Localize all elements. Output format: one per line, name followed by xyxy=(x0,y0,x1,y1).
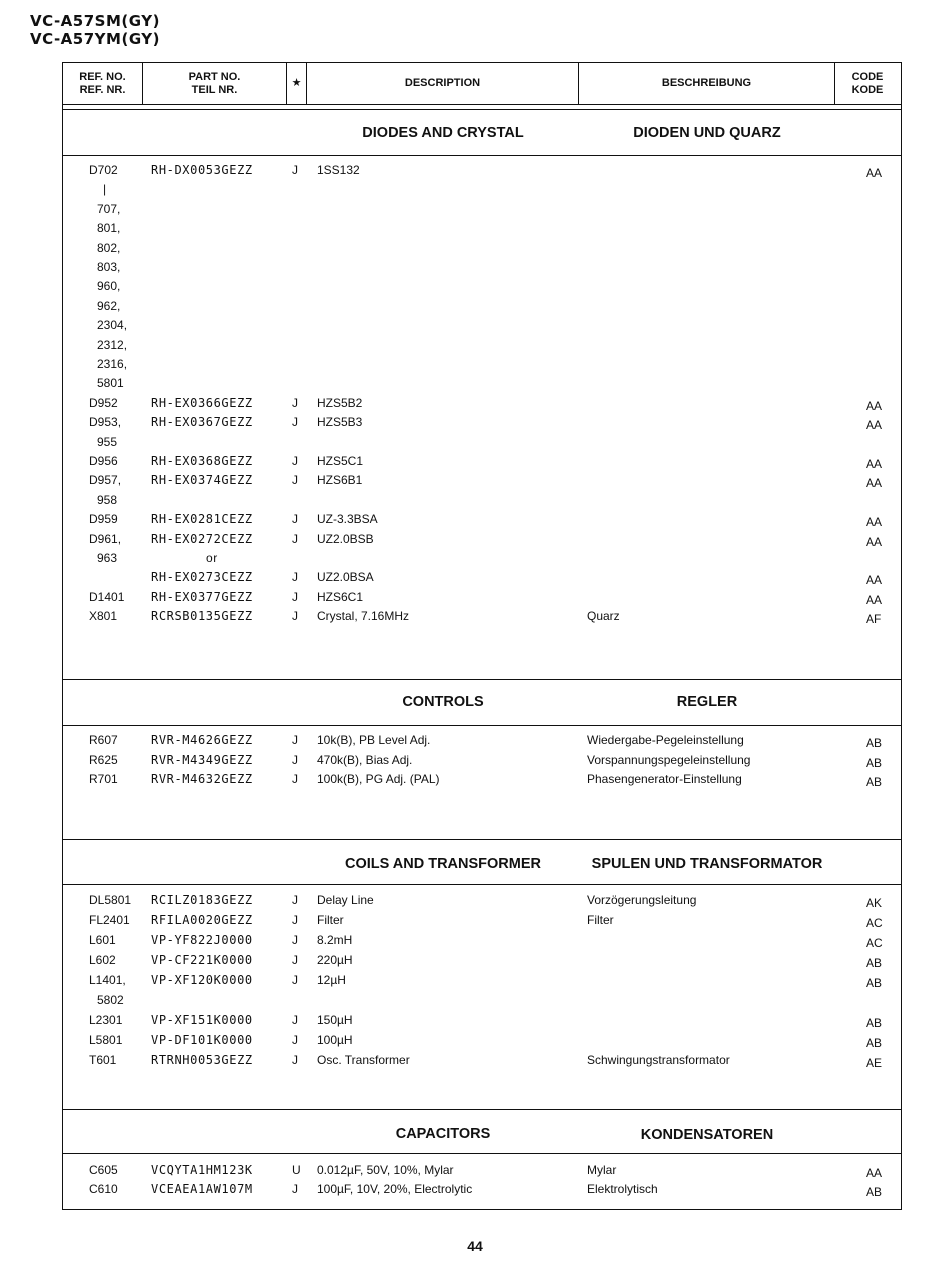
kode-label: KODE xyxy=(851,83,884,96)
row-beschreibung: Mylar xyxy=(587,1163,617,1177)
section-divider xyxy=(63,1153,901,1154)
row-ref: L601 xyxy=(89,933,116,947)
row-ref: L602 xyxy=(89,953,116,967)
row-description: Filter xyxy=(317,913,344,927)
row-code: AB xyxy=(866,736,883,750)
row-part-no: RVR-M4349GEZZ xyxy=(151,752,253,767)
row-mark: J xyxy=(292,913,298,927)
row-part-no: VCEAEA1AW107M xyxy=(151,1181,253,1196)
row-code: AB xyxy=(866,775,883,789)
table-row xyxy=(63,454,901,473)
row-ref: R701 xyxy=(89,772,118,786)
parts-table xyxy=(62,62,902,1210)
table-row xyxy=(63,279,901,298)
row-description: 150µH xyxy=(317,1013,353,1027)
row-ref: 955 xyxy=(97,434,118,449)
table-row xyxy=(63,221,901,240)
table-row xyxy=(63,396,901,415)
section-divider xyxy=(63,155,901,156)
section-title-regler: REGLER xyxy=(676,694,738,710)
table-row xyxy=(63,913,901,932)
table-row xyxy=(63,182,901,201)
table-row xyxy=(63,753,901,772)
table-row xyxy=(63,241,901,260)
code-header xyxy=(835,63,900,104)
row-ref: 5802 xyxy=(97,993,124,1007)
part-no-header xyxy=(143,63,287,104)
page-number: 44 xyxy=(467,1238,483,1254)
row-mark: J xyxy=(292,531,298,546)
row-beschreibung: Quarz xyxy=(587,609,620,624)
ref-no-label: REF. NO. xyxy=(79,70,126,83)
row-ref: L5801 xyxy=(89,1033,123,1047)
row-ref: 2316, xyxy=(97,357,128,371)
row-description: HZS6B1 xyxy=(317,473,363,488)
table-row xyxy=(63,893,901,912)
row-ref: 707, xyxy=(97,201,121,216)
row-part-no: RH-EX0272CEZZ xyxy=(151,531,253,546)
row-beschreibung: Elektrolytisch xyxy=(587,1181,658,1196)
row-ref: DL5801 xyxy=(89,893,132,907)
row-ref: C610 xyxy=(89,1181,118,1196)
row-ref: R607 xyxy=(89,733,118,747)
table-row xyxy=(63,260,901,279)
table-row xyxy=(63,590,901,609)
table-row xyxy=(63,415,901,434)
table-row xyxy=(63,376,901,395)
row-mark: J xyxy=(292,473,298,488)
row-ref: D702 xyxy=(89,163,118,177)
row-part-no: VCQYTA1HM123K xyxy=(151,1163,253,1177)
table-row xyxy=(63,532,901,551)
row-mark: J xyxy=(292,1181,298,1196)
section-divider xyxy=(63,725,901,726)
row-description: HZS5B3 xyxy=(317,415,363,430)
row-part-no: RH-EX0368GEZZ xyxy=(151,454,253,468)
row-description: 100µF, 10V, 20%, Electrolytic xyxy=(317,1181,473,1196)
row-mark: J xyxy=(292,1033,298,1047)
row-code: AA xyxy=(866,534,883,549)
row-ref: 5801 xyxy=(97,376,124,391)
row-ref: 801, xyxy=(97,221,121,236)
table-row xyxy=(63,202,901,221)
row-part-no: RCILZ0183GEZZ xyxy=(151,893,253,907)
section-title-diodes: DIODES AND CRYSTAL xyxy=(362,125,524,141)
table-row xyxy=(63,338,901,357)
row-part-no: RH-EX0273CEZZ xyxy=(151,570,253,585)
beschreibung-label: BESCHREIBUNG xyxy=(661,77,752,89)
row-beschreibung: Wiedergabe-Pegeleinstellung xyxy=(587,733,744,747)
row-beschreibung: Vorspannungspegeleinstellung xyxy=(587,752,751,767)
table-row xyxy=(63,1053,901,1072)
row-ref: 962, xyxy=(97,298,121,313)
table-row xyxy=(63,772,901,791)
part-no-label: PART NO. xyxy=(188,70,241,83)
row-ref: L1401, xyxy=(89,973,126,987)
table-row xyxy=(63,493,901,512)
row-mark: J xyxy=(292,953,298,967)
row-mark: J xyxy=(292,570,298,585)
row-description: 100k(B), PG Adj. (PAL) xyxy=(317,772,440,786)
row-code: AA xyxy=(866,515,883,530)
model-line-1: VC-A57SM(GY) xyxy=(30,12,160,30)
description-label: DESCRIPTION xyxy=(404,77,481,89)
row-description: 220µH xyxy=(317,953,353,967)
row-part-no: RH-EX0281CEZZ xyxy=(151,512,253,527)
section-divider xyxy=(63,1109,901,1110)
row-description: 100µH xyxy=(317,1033,353,1047)
row-part-no: RCRSB0135GEZZ xyxy=(151,609,253,624)
row-description: Crystal, 7.16MHz xyxy=(317,609,410,624)
row-part-no: RH-EX0377GEZZ xyxy=(151,589,253,604)
row-code: AC xyxy=(866,936,883,950)
row-code: AE xyxy=(866,1056,883,1070)
row-part-no: or xyxy=(206,551,218,565)
row-code: AA xyxy=(866,592,883,607)
row-code: AB xyxy=(866,976,883,990)
table-row xyxy=(63,551,901,570)
ref-no-header xyxy=(63,63,143,104)
section-divider xyxy=(63,679,901,680)
row-mark: J xyxy=(292,893,298,907)
code-label: CODE xyxy=(851,70,884,83)
row-code: AA xyxy=(866,457,883,471)
row-part-no: RFILA0020GEZZ xyxy=(151,913,253,927)
row-mark: J xyxy=(292,163,298,177)
table-row xyxy=(63,609,901,628)
table-row xyxy=(63,1182,901,1201)
row-part-no: RH-EX0374GEZZ xyxy=(151,473,253,488)
table-row xyxy=(63,973,901,992)
row-code: AA xyxy=(866,1166,883,1180)
section-title-coils: COILS AND TRANSFORMER xyxy=(344,856,541,872)
row-ref: | xyxy=(103,182,107,197)
row-code: AA xyxy=(866,573,883,588)
row-mark: J xyxy=(292,933,298,947)
row-code: AA xyxy=(866,166,883,180)
row-code: AC xyxy=(866,916,883,930)
row-beschreibung: Phasengenerator-Einstellung xyxy=(587,772,742,786)
row-ref: D959 xyxy=(89,512,118,527)
table-row xyxy=(63,733,901,752)
row-mark: J xyxy=(292,752,298,767)
row-ref: D953, xyxy=(89,415,122,430)
description-header xyxy=(307,63,579,104)
row-mark: U xyxy=(292,1163,301,1177)
row-part-no: RVR-M4626GEZZ xyxy=(151,733,253,747)
row-code: AA xyxy=(866,418,883,433)
row-code: AB xyxy=(866,1016,883,1030)
table-row xyxy=(63,473,901,492)
row-code: AB xyxy=(866,1184,883,1199)
table-row xyxy=(63,933,901,952)
row-ref: 803, xyxy=(97,260,121,274)
row-code: AK xyxy=(866,896,883,910)
row-part-no: VP-CF221K0000 xyxy=(151,953,253,967)
row-description: UZ2.0BSB xyxy=(317,531,374,546)
row-part-no: RVR-M4632GEZZ xyxy=(151,772,253,786)
row-mark: J xyxy=(292,454,298,468)
row-ref: D961, xyxy=(89,531,122,546)
row-ref: 960, xyxy=(97,279,121,294)
header-gap xyxy=(63,104,901,110)
row-description: Osc. Transformer xyxy=(317,1053,410,1067)
row-part-no: RH-EX0367GEZZ xyxy=(151,415,253,430)
ref-nr-label: REF. NR. xyxy=(79,83,126,96)
row-description: 10k(B), PB Level Adj. xyxy=(317,733,431,747)
row-beschreibung: Filter xyxy=(587,913,614,927)
teil-nr-label: TEIL NR. xyxy=(191,83,238,96)
row-code: AB xyxy=(866,956,883,970)
row-code: AF xyxy=(866,612,882,627)
star-header xyxy=(287,63,307,104)
row-part-no: VP-XF151K0000 xyxy=(151,1013,253,1027)
row-mark: J xyxy=(292,1053,298,1067)
table-row xyxy=(63,299,901,318)
row-ref: C605 xyxy=(89,1163,118,1177)
row-description: 12µH xyxy=(317,973,346,987)
row-mark: J xyxy=(292,609,298,624)
row-mark: J xyxy=(292,733,298,747)
row-code: AA xyxy=(866,476,883,491)
section-title-capacitors: CAPACITORS xyxy=(395,1126,491,1142)
row-description: 8.2mH xyxy=(317,933,353,947)
table-row xyxy=(63,570,901,589)
row-code: AA xyxy=(866,398,883,413)
section-title-dioden: DIODEN UND QUARZ xyxy=(633,125,781,141)
row-ref: 2312, xyxy=(97,337,128,352)
row-description: 1SS132 xyxy=(317,163,360,177)
row-ref: 963 xyxy=(97,551,118,565)
model-line-2: VC-A57YM(GY) xyxy=(30,30,161,48)
table-row xyxy=(63,1163,901,1182)
row-description: Delay Line xyxy=(317,893,374,907)
row-mark: J xyxy=(292,415,298,430)
row-ref: R625 xyxy=(89,752,118,767)
table-row xyxy=(63,435,901,454)
section-divider xyxy=(63,884,901,885)
row-ref: D956 xyxy=(89,454,118,468)
row-part-no: RH-DX0053GEZZ xyxy=(151,163,253,177)
table-row xyxy=(63,1013,901,1032)
row-description: HZS6C1 xyxy=(317,589,364,604)
row-code: AB xyxy=(866,1036,883,1050)
star-icon: ★ xyxy=(291,77,302,89)
row-part-no: VP-DF101K0000 xyxy=(151,1033,253,1047)
row-part-no: VP-YF822J0000 xyxy=(151,933,253,947)
row-mark: J xyxy=(292,772,298,786)
row-ref: D957, xyxy=(89,473,122,488)
table-row xyxy=(63,993,901,1012)
row-description: HZS5B2 xyxy=(317,395,363,410)
row-description: 0.012µF, 50V, 10%, Mylar xyxy=(317,1163,454,1177)
row-mark: J xyxy=(292,973,298,987)
row-code: AB xyxy=(866,755,883,770)
row-description: UZ2.0BSA xyxy=(317,570,374,585)
row-mark: J xyxy=(292,589,298,604)
table-row xyxy=(63,318,901,337)
table-row xyxy=(63,953,901,972)
row-ref: 958 xyxy=(97,492,118,507)
row-ref: X801 xyxy=(89,609,118,624)
section-title-kondensatoren: KONDENSATOREN xyxy=(640,1127,774,1143)
row-description: 470k(B), Bias Adj. xyxy=(317,752,413,767)
row-part-no: VP-XF120K0000 xyxy=(151,973,253,987)
row-part-no: RH-EX0366GEZZ xyxy=(151,395,253,410)
row-ref: L2301 xyxy=(89,1013,123,1027)
row-ref: D1401 xyxy=(89,589,125,604)
table-header xyxy=(63,63,901,105)
section-divider xyxy=(63,839,901,840)
row-ref: 2304, xyxy=(97,318,128,333)
table-row xyxy=(63,357,901,376)
section-title-controls: CONTROLS xyxy=(402,694,484,710)
row-description: UZ-3.3BSA xyxy=(317,512,378,527)
row-mark: J xyxy=(292,1013,298,1027)
table-row xyxy=(63,512,901,531)
section-title-spulen: SPULEN UND TRANSFORMATOR xyxy=(591,856,823,872)
row-part-no: RTRNH0053GEZZ xyxy=(151,1053,253,1067)
row-ref: 802, xyxy=(97,240,121,255)
row-description: HZS5C1 xyxy=(317,454,364,468)
row-beschreibung: Schwingungstransformator xyxy=(587,1053,730,1067)
row-ref: D952 xyxy=(89,395,118,410)
row-mark: J xyxy=(292,512,298,527)
row-mark: J xyxy=(292,395,298,410)
table-row xyxy=(63,1033,901,1052)
row-ref: FL2401 xyxy=(89,913,130,927)
row-ref: T601 xyxy=(89,1053,117,1067)
row-beschreibung: Vorzögerungsleitung xyxy=(587,893,697,907)
beschreibung-header xyxy=(579,63,835,104)
table-row xyxy=(63,163,901,182)
